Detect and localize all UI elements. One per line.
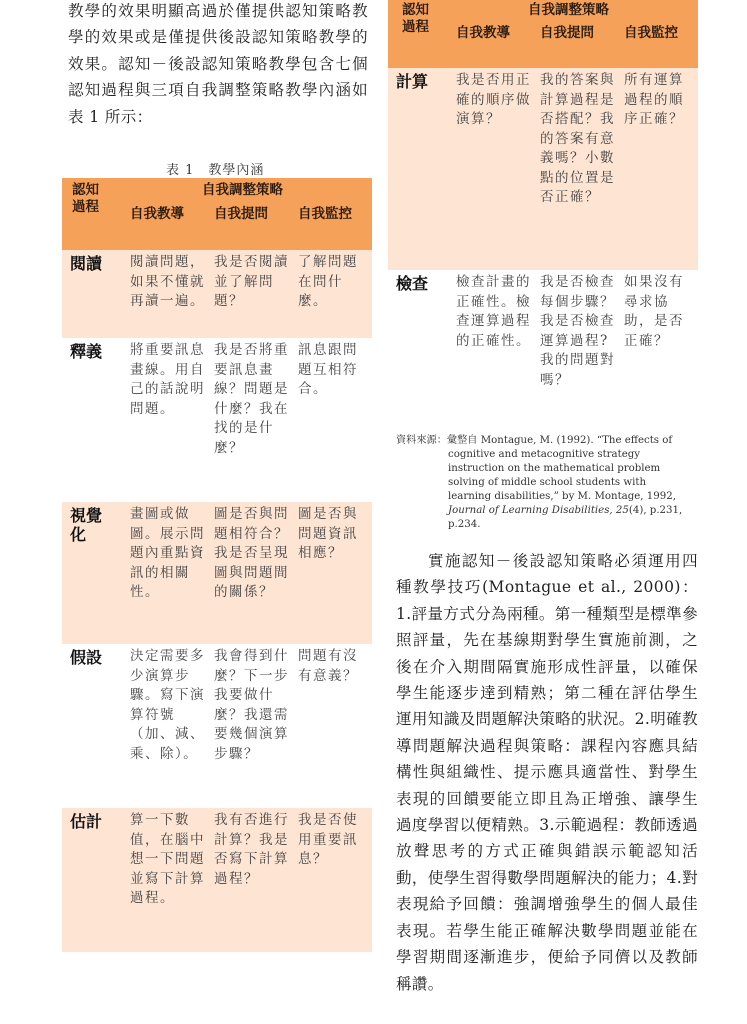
header-col3: 自我監控: [624, 25, 678, 41]
row-label: 閱讀: [70, 254, 103, 273]
source-journal: Journal of Learning Disabilities,: [448, 505, 613, 516]
header-col1: 自我教導: [456, 25, 510, 41]
cell-self-instruction: 檢查計畫的正確性。檢查運算過程的正確性。: [456, 274, 531, 349]
table-row: [62, 250, 372, 338]
header-process: 認知 過程: [402, 2, 429, 35]
source-prefix: 資料來源：彙整自 Montague, M. (1992). “The effects of: [396, 435, 673, 446]
cell-self-instruction: 畫圖或做圖。展示問題內重點資訊的相關性。: [130, 506, 205, 600]
table-header: [388, 0, 698, 68]
cell-self-question: 我的答案與計算過程是否搭配？我的答案有意義嗎？小數點的位置是否正確？: [540, 72, 615, 205]
table-row: [388, 68, 698, 270]
source-lines: cognitive and metacognitive strategy instruction on the mathematical problem solving of middle school students with learning disabilities,” by M. Montage, 1992,: [448, 449, 676, 502]
cell-self-question: 我有否進行計算？我是否寫下計算過程？: [214, 812, 289, 887]
cell-self-monitor: 問題有沒有意義？: [298, 648, 358, 684]
cell-self-question: 我是否閱讀並了解問題？: [214, 254, 289, 309]
cell-self-monitor: 所有運算過程的順序正確？: [624, 72, 684, 127]
table-row: [62, 808, 372, 952]
cell-self-question: 我會得到什麼？下一步我要做什麼？我還需要幾個演算步驟？: [214, 648, 289, 762]
cell-self-question: 我是否將重要訊息畫線？問題是什麼？我在找的是什麼？: [214, 342, 289, 456]
cell-self-monitor: 我是否使用重要訊息？: [298, 812, 358, 867]
row-label: 釋義: [70, 342, 103, 361]
cell-self-instruction: 我是否用正確的順序做演算？: [456, 72, 531, 127]
cell-self-question: 圖是否與問題相符合？我是否呈現圖與問題間的關係？: [214, 506, 289, 600]
header-col1: 自我教導: [130, 206, 184, 222]
table-source-note: [396, 434, 692, 532]
table-row: [62, 502, 372, 644]
table-row: [62, 644, 372, 808]
cell-self-question: 我是否檢查每個步驟？我是否檢查運算過程?我的問題對嗎？: [540, 274, 615, 388]
cell-self-monitor: 訊息跟問題互相符合。: [298, 342, 358, 397]
header-col2: 自我提問: [214, 206, 268, 222]
body-paragraph: 實施認知－後設認知策略必須運用四種教學技巧(Montague et al., 2000)：1.評量方式分為兩種。第一種類型是標準參照評量，先在基線期對學生實施前測，之後在介入期間隔實施形成性評量，以確保學生能逐步達到精熟；第二種在評估學生運用知識及問題解決策略的狀況。2.明確教導問題解決過程與策略：課程內容應具結構性與組織性、提示應具適當性、對學生表現的回饋要能立即且為正增強、讓學生過度學習以便精熟。3.示範過程：教師透過放聲思考的方式正確與錯誤示範認知活動，使學生習得數學問題解決的能力；4.對表現給予回饋：強調增強學生的個人最佳表現。若學生能正確解決數學問題並能在學習期間逐漸進步，便給予同儕以及教師稱讚。: [396, 552, 698, 993]
cell-self-monitor: 如果沒有尋求協助，是否正確？: [624, 274, 684, 349]
table-caption: 表 1 教學內涵: [166, 163, 265, 178]
row-label: 檢查: [396, 274, 429, 293]
cell-self-monitor: 圖是否與問題資訊相應？: [298, 506, 358, 561]
source-body: [396, 448, 692, 532]
table-row: [62, 338, 372, 502]
row-label: 視覺化: [70, 506, 103, 544]
source-volume: 25: [615, 505, 629, 516]
row-label: 計算: [396, 72, 429, 91]
header-col3: 自我監控: [298, 206, 352, 222]
header-group: 自我調整策略: [528, 2, 609, 18]
table-part-2: [388, 0, 698, 420]
source-issue-pages: (4), p.231, p.234.: [448, 505, 683, 530]
header-process: 認知 過程: [72, 182, 99, 215]
cell-self-instruction: 將重要訊息畫線。用自己的話說明問題。: [130, 342, 205, 417]
cell-self-monitor: 了解問題在問什麼。: [298, 254, 358, 309]
table-part-1: [62, 178, 372, 952]
cell-self-instruction: 決定需要多少演算步驟。寫下演算符號（加、減、乘、除）。: [130, 648, 205, 762]
intro-paragraph: 教學的效果明顯高過於僅提供認知策略教學的效果或是僅提供後設認知策略教學的效果。認知－後設認知策略教學包含七個認知過程與三項自我調整策略教學內涵如表 1 所示：: [68, 2, 368, 126]
cell-self-instruction: 閱讀問題，如果不懂就再讀一遍。: [130, 254, 205, 309]
table-header: [62, 178, 372, 250]
header-group: 自我調整策略: [202, 182, 283, 198]
row-label: 估計: [70, 812, 103, 831]
body-section: [396, 548, 698, 997]
header-col2: 自我提問: [540, 25, 594, 41]
row-label: 假設: [70, 648, 103, 667]
cell-self-instruction: 算一下數值，在腦中想一下問題並寫下計算過程。: [130, 812, 205, 906]
table-row: [388, 270, 698, 420]
